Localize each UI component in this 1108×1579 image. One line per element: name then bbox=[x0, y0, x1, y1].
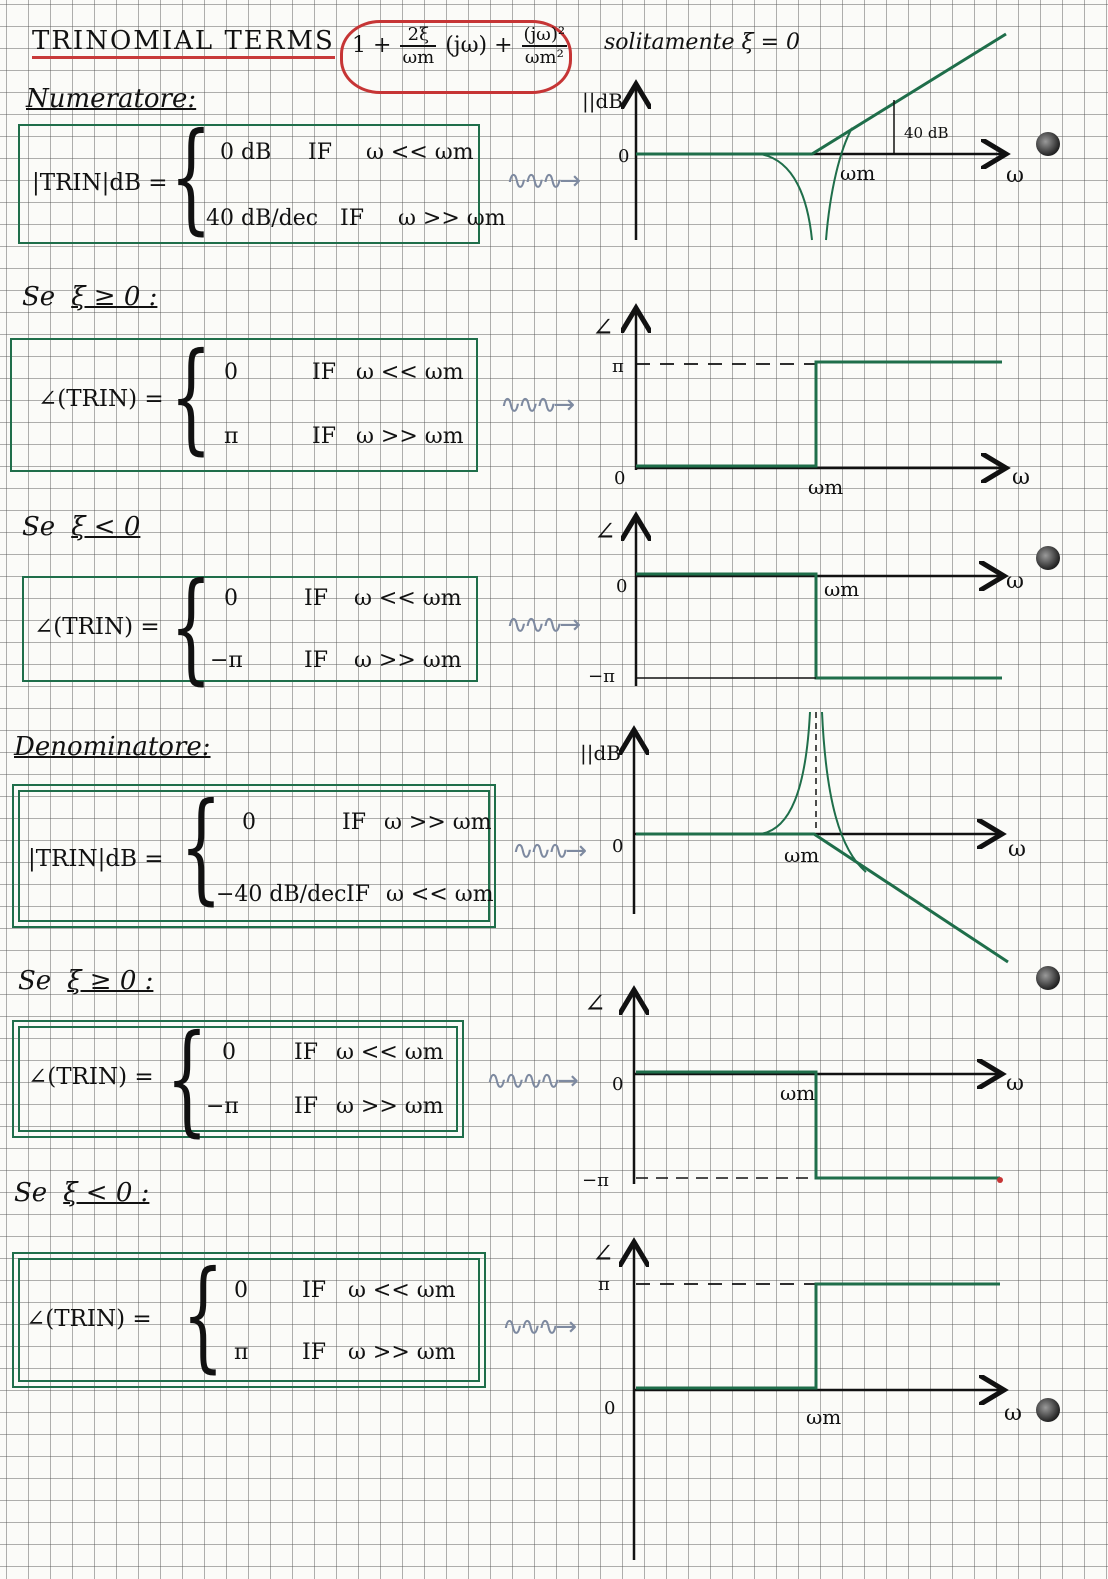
phase-step bbox=[636, 362, 1002, 466]
heading-condition: ξ < 0 bbox=[71, 512, 141, 542]
row-condition: ω >> ωm bbox=[398, 206, 506, 231]
arrow-icon: ∿∿∿∿→ bbox=[486, 1066, 575, 1096]
heading-prefix: Se bbox=[22, 512, 56, 542]
corner-label: ωm bbox=[806, 1405, 842, 1429]
corner-label: ωm bbox=[784, 843, 820, 867]
formula-lead: 1 + bbox=[352, 33, 392, 58]
zero-label: 0 bbox=[616, 576, 628, 597]
corner-label: ωm bbox=[808, 475, 844, 499]
row-value: 0 dB bbox=[220, 140, 272, 165]
num-magnitude-plot bbox=[582, 34, 1024, 240]
num-mag-lhs: |TRIN|dB = bbox=[32, 170, 168, 196]
heading-prefix: Se bbox=[14, 1178, 48, 1208]
row-if: IF bbox=[308, 140, 332, 165]
brace-icon: { bbox=[166, 1010, 208, 1149]
fraction-2-denominator: ωm² bbox=[524, 47, 564, 68]
heading-condition: ξ < 0 : bbox=[63, 1178, 150, 1208]
row-condition: ω << ωm bbox=[348, 1278, 456, 1303]
row-condition: ω >> ωm bbox=[356, 424, 464, 449]
row-if: IF bbox=[304, 586, 328, 611]
axis-label-phase: ∠ bbox=[594, 517, 616, 547]
zero-label: 0 bbox=[612, 836, 624, 857]
row-if: IF bbox=[302, 1278, 326, 1303]
resonance-dip bbox=[760, 154, 812, 240]
zero-label: 0 bbox=[614, 468, 626, 489]
num-neg-phase-plot bbox=[588, 516, 1024, 687]
corner-label: ωm bbox=[840, 161, 876, 185]
corner-label: ωm bbox=[824, 577, 860, 601]
corner-label: ωm bbox=[780, 1081, 816, 1105]
brace-icon: { bbox=[170, 328, 212, 467]
axis-label-mag: ||dB bbox=[580, 741, 621, 765]
denominator-heading: Denominatore: bbox=[14, 732, 211, 762]
row-condition: ω << ωm bbox=[356, 360, 464, 385]
x-axis-label: ω bbox=[1008, 837, 1026, 862]
num-pos-phase-plot bbox=[592, 308, 1030, 499]
asymptote-curve bbox=[636, 34, 1006, 154]
row-condition: ω >> ωm bbox=[348, 1340, 456, 1365]
formula-mid: (jω) + bbox=[445, 33, 513, 58]
row-if: IF bbox=[340, 206, 364, 231]
num-pos-lhs: ∠(TRIN) = bbox=[38, 386, 164, 412]
arrow-icon: ∿∿∿→ bbox=[500, 390, 572, 420]
row-if: IF bbox=[294, 1040, 318, 1065]
axis-label-phase: ∠ bbox=[592, 1239, 614, 1269]
row-if: IF bbox=[312, 424, 336, 449]
row-condition: ω >> ωm bbox=[336, 1094, 444, 1119]
heading-prefix: Se bbox=[22, 282, 56, 312]
arrow-icon: ∿∿∿→ bbox=[506, 610, 578, 640]
numerator-heading: Numeratore: bbox=[26, 84, 197, 114]
phase-step bbox=[636, 1284, 1000, 1388]
minus-pi-label: −π bbox=[582, 1170, 609, 1191]
resonance-peak bbox=[822, 712, 866, 872]
page-title: TRINOMIAL TERMS bbox=[32, 26, 335, 59]
pi-label: π bbox=[598, 1274, 610, 1295]
row-value: π bbox=[234, 1340, 249, 1365]
row-if: IF bbox=[346, 882, 370, 907]
row-if: IF bbox=[312, 360, 336, 385]
row-condition: ω >> ωm bbox=[384, 810, 492, 835]
heading-prefix: Se bbox=[18, 966, 52, 996]
brace-icon: { bbox=[182, 1246, 224, 1385]
axis-label-phase: ∠ bbox=[584, 989, 606, 1019]
den-magnitude-plot bbox=[580, 712, 1026, 962]
phase-step bbox=[636, 1072, 1000, 1178]
row-if: IF bbox=[294, 1094, 318, 1119]
zero-label: 0 bbox=[618, 146, 630, 167]
brace-icon: { bbox=[170, 108, 212, 247]
row-value: 0 bbox=[224, 586, 238, 611]
row-if: IF bbox=[342, 810, 366, 835]
row-value: π bbox=[224, 424, 239, 449]
resonance-peak bbox=[760, 712, 810, 834]
fraction-2-numerator: (jω)² bbox=[523, 24, 566, 45]
den-pos-lhs: ∠(TRIN) = bbox=[28, 1064, 154, 1090]
row-condition: ω << ωm bbox=[386, 882, 494, 907]
axis-label-mag: ||dB bbox=[582, 89, 623, 113]
den-neg-lhs: ∠(TRIN) = bbox=[26, 1306, 152, 1332]
x-axis-label: ω bbox=[1006, 163, 1024, 188]
row-value: −π bbox=[210, 648, 243, 673]
x-axis-label: ω bbox=[1006, 569, 1024, 594]
row-condition: ω << ωm bbox=[366, 140, 474, 165]
row-if: IF bbox=[304, 648, 328, 673]
row-condition: ω << ωm bbox=[336, 1040, 444, 1065]
row-value: −40 dB/dec bbox=[216, 882, 347, 907]
den-neg-phase-plot bbox=[592, 1239, 1022, 1560]
brace-icon: { bbox=[170, 558, 212, 697]
fraction-1-denominator: ωm bbox=[402, 47, 435, 68]
heading-condition: ξ ≥ 0 : bbox=[71, 282, 158, 312]
asymptote-curve bbox=[636, 834, 1008, 962]
den-pos-phase-plot bbox=[582, 989, 1024, 1191]
row-value: −π bbox=[206, 1094, 239, 1119]
slope-label: 40 dB bbox=[904, 124, 949, 142]
row-condition: ω << ωm bbox=[354, 586, 462, 611]
num-neg-lhs: ∠(TRIN) = bbox=[34, 614, 160, 640]
heading-condition: ξ ≥ 0 : bbox=[67, 966, 154, 996]
damping-note: solitamente ξ = 0 bbox=[604, 30, 801, 55]
axis-label-phase: ∠ bbox=[592, 313, 614, 343]
zero-label: 0 bbox=[604, 1398, 616, 1419]
zero-label: 0 bbox=[612, 1074, 624, 1095]
fraction-1-numerator: 2ξ bbox=[400, 24, 436, 47]
arrow-icon: ∿∿∿→ bbox=[502, 1312, 574, 1342]
row-condition: ω >> ωm bbox=[354, 648, 462, 673]
row-value: 0 bbox=[234, 1278, 248, 1303]
row-value: 0 bbox=[222, 1040, 236, 1065]
arrow-icon: ∿∿∿→ bbox=[512, 836, 584, 866]
row-value: 0 bbox=[224, 360, 238, 385]
den-mag-lhs: |TRIN|dB = bbox=[28, 846, 164, 872]
row-value: 40 dB/dec bbox=[206, 206, 319, 231]
x-axis-label: ω bbox=[1012, 465, 1030, 490]
row-if: IF bbox=[302, 1340, 326, 1365]
minus-pi-label: −π bbox=[588, 666, 615, 687]
x-axis-label: ω bbox=[1006, 1071, 1024, 1096]
row-value: 0 bbox=[242, 810, 256, 835]
brace-icon: { bbox=[180, 778, 222, 917]
end-dot bbox=[997, 1177, 1003, 1183]
phase-step bbox=[636, 574, 1002, 678]
pi-label: π bbox=[612, 356, 624, 377]
x-axis-label: ω bbox=[1004, 1401, 1022, 1426]
arrow-icon: ∿∿∿→ bbox=[506, 166, 578, 196]
